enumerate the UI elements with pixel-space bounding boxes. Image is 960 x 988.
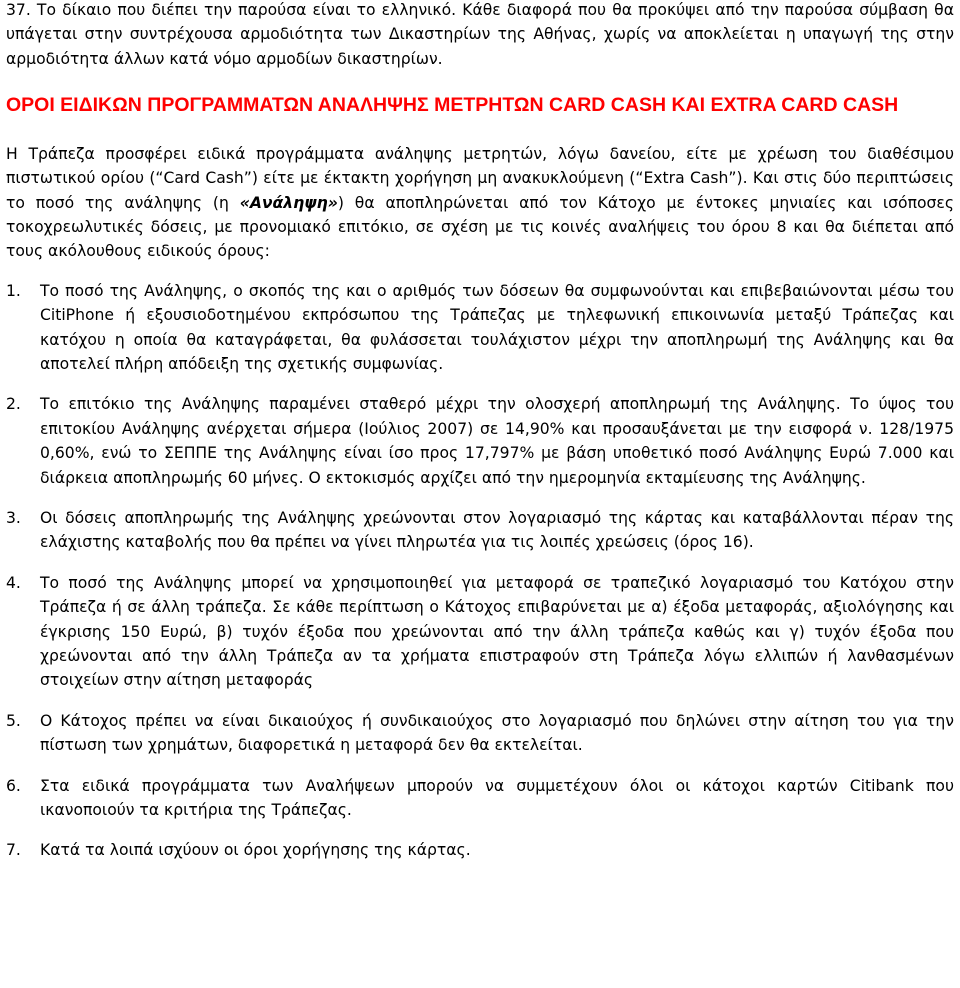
list-item-number: 2. <box>6 395 21 414</box>
list-item-number: 3. <box>6 509 21 527</box>
section-title: ΟΡΟΙ ΕΙΔΙΚΩΝ ΠΡΟΓΡΑΜΜΑΤΩΝ ΑΝΑΛΗΨΗΣ ΜΕΤΡΗΤΩΝ CARD CASH ΚΑΙ EXTRA CARD CASH <box>6 94 899 117</box>
list-item-number: 4. <box>6 573 21 592</box>
list-item-text: Κατά τα λοιπά ισχύουν οι όροι χορήγησης της κάρτας. <box>40 841 471 860</box>
list-item-text: Στα ειδικά προγράμματα των Αναλήψεων μπορούν να συμμετέχουν όλοι οι κάτοχοι καρτών Citibank που ικανοποιούν τα κριτήρια της Τράπεζας. <box>40 776 954 820</box>
main-paragraph-text-before: Η Τράπεζα προσφέρει ειδικά προγράμματα ανάληψης μετρητών, λόγω δανείου, είτε με χρέωση του διαθέσιμου πιστωτικού ορίου (“Card Cash”) είτε με έκτακτη χορήγηση μη ανακυκλούμενη (“Extra Cash”). Και στις δύο περιπτώσεις το ποσό της ανάληψης (η <box>6 144 954 212</box>
document-page <box>6 0 954 879</box>
list-item-text: Το ποσό της Ανάληψης, ο σκοπός της και ο αριθμός των δόσεων θα συμφωνούνται και επιβεβαιώνονται μέσω του CitiPhone ή εξουσιοδοτημένου εκπρόσωπου της Τράπεζας με τηλεφωνική επικοινωνία μεταξύ Τράπεζας και κατόχου η οποία θα καταγράφεται, θα φυλάσσεται τουλάχιστον μέχρι την αποπληρωμή της Ανάληψης και θα αποτελεί πλήρη απόδειξη της σχετικής συμφωνίας. <box>40 281 954 373</box>
list-item <box>6 392 954 490</box>
list-item-text: Το επιτόκιο της Ανάληψης παραμένει σταθερό μέχρι την ολοσχερή αποπληρωμή της Ανάληψης. Το ύψος του επιτοκίου Ανάληψης ανέρχεται σήμερα (Ιούλιος 2007) σε 14,90% και προσαυξάνεται με την εισφορά ν. 128/1975 0,60%, ενώ το ΣΕΠΠΕ της Ανάληψης είναι ίσο προς 17,797% με βάση υποθετικό ποσό Ανάληψης Ευρώ 7.000 και διάρκεια αποπληρωμής 60 μήνες. Ο εκτοκισμός αρχίζει από την ημερομηνία εκταμίευσης της Ανάληψης. <box>40 395 954 487</box>
list-item <box>6 774 954 823</box>
intro-paragraph: 37. Το δίκαιο που διέπει την παρούσα είναι το ελληνικό. Κάθε διαφορά που θα προκύψει από την παρούσα σύμβαση θα υπάγεται στην συντρέχουσα αρμοδιότητα των Δικαστηρίων της Αθήνας, χωρίς να αποκλείεται η υπαγωγή της στην αρμοδιότητα άλλων κατά νόμο αρμοδίων δικαστηρίων. <box>6 1 954 68</box>
list-item <box>6 709 954 758</box>
list-item-text: Οι δόσεις αποπληρωμής της Ανάληψης χρεώνονται στον λογαριασμό της κάρτας και καταβάλλονται πέραν της ελάχιστης καταβολής που θα πρέπει να γίνει πληρωτέα για τις λοιπές χρεώσεις (όρος 16). <box>40 509 954 552</box>
list-item-text: Ο Κάτοχος πρέπει να είναι δικαιούχος ή συνδικαιούχος στο λογαριασμό που δηλώνει στην αίτηση του για την πίστωση των χρημάτων, διαφορετικά η μεταφορά δεν θα εκτελείται. <box>40 711 954 755</box>
list-item <box>6 279 954 377</box>
main-paragraph <box>6 142 954 264</box>
main-paragraph-text-after: ) θα αποπληρώνεται από τον Κάτοχο με έντοκες μηνιαίες και ισόποσες τοκοχρεωλυτικές δόσεις, με προνομιακό επιτόκιο, σε σχέση με τις κοινές αναλήψεις του όρου 8 και θα διέπεται από τους ακόλουθους ειδικούς όρους: <box>6 193 954 261</box>
list-item <box>6 571 954 693</box>
list-item-number: 7. <box>6 841 21 860</box>
list-item <box>6 506 954 555</box>
list-item-text: Το ποσό της Ανάληψης μπορεί να χρησιμοποιηθεί για μεταφορά σε τραπεζικό λογαριασμό του Κατόχου στην Τράπεζα ή σε άλλη τράπεζα. Σε κάθε περίπτωση ο Κάτοχος επιβαρύνεται με α) έξοδα μεταφοράς, αξιολόγησης και έγκρισης 150 Ευρώ, β) τυχόν έξοδα που χρεώνονται από την άλλη τράπεζα καθώς και γ) τυχόν έξοδα που χρεώνονται από την άλλη Τράπεζα αν τα χρήματα επιστραφούν στη Τράπεζα λόγω ελλιπών ή λανθασμένων στοιχείων στην αίτηση μεταφοράς <box>40 573 954 690</box>
list-item-number: 6. <box>6 776 21 795</box>
list-item <box>6 838 954 862</box>
defined-term: «Ανάληψη» <box>239 193 338 212</box>
list-item-number: 1. <box>6 281 21 300</box>
list-item-number: 5. <box>6 711 21 730</box>
